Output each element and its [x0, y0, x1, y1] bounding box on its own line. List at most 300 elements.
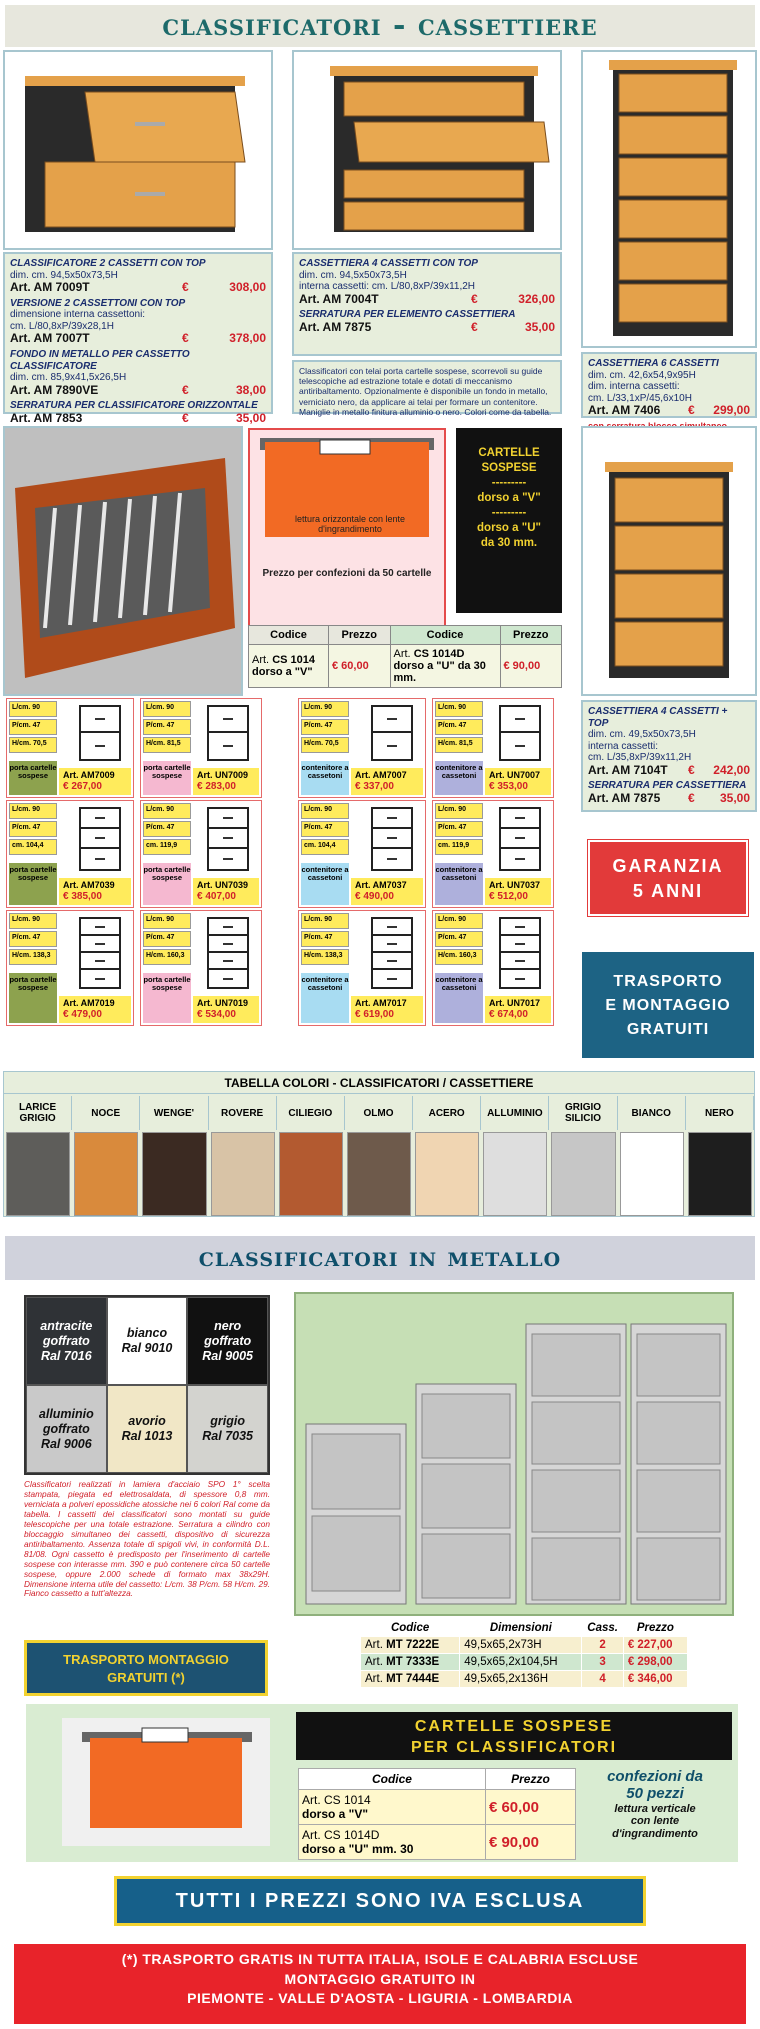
euro-sign: €: [182, 331, 189, 346]
dimension-label: P/cm. 47: [301, 719, 349, 735]
tile-dimensions: [435, 803, 483, 857]
article-row: [10, 332, 266, 346]
article-row: [299, 293, 555, 307]
article-code: Art. AM7039: [63, 880, 115, 891]
folder-pack-text: Prezzo per confezioni da 50 cartelle: [262, 568, 432, 579]
dimension-label: P/cm. 47: [301, 821, 349, 837]
dimension-label: cm. 104,4: [9, 839, 57, 855]
color-swatch: [483, 1132, 547, 1216]
folder-caption: lettura orizzontale con lente d'ingrandimento: [294, 514, 406, 534]
metal-colors-grid: [24, 1295, 270, 1475]
table-cell: € 60,00: [485, 1790, 575, 1825]
dimension-label: H/cm. 70,5: [301, 737, 349, 753]
drawer-cabinet-icon: [371, 807, 413, 871]
product-tile: [432, 910, 554, 1026]
table-cell: € 90,00: [500, 645, 562, 688]
cartelle-box-line: ---------: [491, 506, 527, 519]
color-swatch: [415, 1132, 479, 1216]
color-swatch-label: NOCE: [72, 1096, 140, 1130]
tile-dimensions: [9, 701, 57, 755]
product-subtitle: VERSIONE 2 CASSETTONI CON TOP: [10, 297, 186, 309]
info-panel-cassettiera-4: [292, 252, 562, 356]
article-price: € 353,00: [489, 781, 528, 792]
tile-dimensions: [143, 701, 191, 755]
confezioni-text: [580, 1768, 730, 1840]
dimension-label: L/cm. 90: [143, 803, 191, 819]
color-swatch: [211, 1132, 275, 1216]
ral-color-line: Ral 1013: [121, 1429, 173, 1443]
article-price: [471, 293, 555, 307]
table-cell: Art. MT 7333E: [361, 1654, 460, 1671]
article-row: [10, 281, 266, 295]
tile-price-box: [485, 768, 551, 795]
price-value: 35,00: [235, 410, 266, 425]
dimension-label: L/cm. 90: [143, 701, 191, 717]
drawer-cabinet-image: [583, 52, 755, 346]
dimension-label: P/cm. 47: [143, 821, 191, 837]
metal-trasporto-line: GRATUITI (*): [107, 1670, 185, 1686]
table-row: [361, 1637, 688, 1654]
garanzia-badge: [588, 840, 748, 916]
tile-description: porta cartelle sospese: [9, 973, 57, 1023]
cartelle-title: [296, 1712, 732, 1760]
article-code: Art. AM7019: [63, 998, 115, 1009]
product-tile: [140, 698, 262, 798]
tile-dimensions: [301, 913, 349, 967]
article-code: Art. AM 7890VE: [10, 382, 99, 397]
drawer-cabinet-icon: [79, 705, 121, 761]
dimension-label: L/cm. 90: [143, 913, 191, 929]
price-value: 35,00: [719, 790, 750, 805]
classificatore-2-cassetti-photo: [3, 50, 273, 250]
product-tile: [6, 800, 134, 908]
drawer-cabinet-icon: [499, 705, 541, 761]
dimension-label: cm. 104,4: [301, 839, 349, 855]
article-price: [471, 321, 555, 335]
color-swatch-label: LARICE GRIGIO: [4, 1096, 72, 1130]
article-code: Art. AM 7853: [10, 410, 83, 425]
article-code: Art. AM 7875: [588, 790, 661, 805]
article-code: Art. AM 7104T: [588, 762, 668, 777]
dimension-label: H/cm. 81,5: [435, 737, 483, 753]
dimension-label: L/cm. 90: [9, 913, 57, 929]
tile-price-box: [59, 996, 131, 1023]
product-dimension: dim. cm. 94,5x50x73,5H: [10, 269, 118, 281]
table-header: Codice: [390, 626, 500, 645]
lettura-line: d'ingrandimento: [612, 1827, 698, 1840]
tile-dimensions: [301, 803, 349, 857]
tile-description: porta cartelle sospese: [143, 863, 191, 905]
product-subtitle: SERRATURA PER CLASSIFICATORE ORIZZONTALE: [10, 400, 258, 412]
metal-section-title: classificatori in metallo: [5, 1236, 755, 1280]
article-code: Art. UN7039: [197, 880, 249, 891]
article-code: Art. AM 7007T: [10, 331, 90, 346]
product-dimension: dimensione interna cassettoni:: [10, 309, 146, 321]
article-price: [688, 404, 750, 418]
product-tile: [298, 800, 426, 908]
article-price: € 674,00: [489, 1009, 528, 1020]
cartelle-box-line: ---------: [491, 476, 527, 489]
tile-price-box: [193, 878, 259, 905]
tile-price-box: [351, 878, 423, 905]
article-row: [10, 384, 266, 398]
article-price: € 385,00: [63, 891, 102, 902]
price-value: 308,00: [229, 280, 266, 294]
color-swatch: [279, 1132, 343, 1216]
tile-description: contenitore a cassetoni: [435, 973, 483, 1023]
article-price: [688, 764, 750, 778]
ral-color-cell: [26, 1297, 107, 1385]
dimension-label: cm. 119,9: [143, 839, 191, 855]
cassettiera-4-top-photo: [581, 426, 757, 696]
table-cell: Art. CS 1014D dorso a "U" mm. 30: [299, 1825, 486, 1860]
tile-dimensions: [9, 913, 57, 967]
table-row: [361, 1671, 688, 1688]
ral-color-line: goffrato: [42, 1421, 90, 1436]
article-price: € 407,00: [197, 891, 236, 902]
price-value: 299,00: [713, 403, 750, 417]
article-code: Art. AM7037: [355, 880, 407, 891]
color-swatch: [142, 1132, 206, 1216]
product-tile: [6, 698, 134, 798]
info-panel-classificatore: [3, 252, 273, 425]
garanzia-line: 5 ANNI: [632, 881, 704, 902]
trasporto-line: E MONTAGGIO: [605, 997, 731, 1014]
table-cell: € 227,00: [623, 1637, 687, 1654]
classificatore-open-photo: [3, 426, 243, 696]
hanging-folder-image: [62, 1718, 270, 1846]
color-swatch: [74, 1132, 138, 1216]
trasporto-line: TRASPORTO: [613, 973, 723, 990]
table-header: Prezzo: [623, 1620, 687, 1637]
product-dimension: cm. L/33,1xP/45,6x10H: [588, 392, 692, 404]
ral-color-line: Ral 9006: [40, 1436, 92, 1451]
drawer-cabinet-icon: [79, 917, 121, 989]
dimension-label: P/cm. 47: [143, 931, 191, 947]
tile-dimensions: [435, 701, 483, 755]
table-cell: € 60,00: [329, 645, 391, 688]
confezioni-line: 50 pezzi: [626, 1785, 684, 1803]
tile-description: contenitore a cassetoni: [301, 863, 349, 905]
dimension-label: H/cm. 160,3: [435, 949, 483, 965]
ral-color-cell: [107, 1385, 188, 1473]
euro-sign: €: [688, 790, 695, 805]
cartelle-box-line: dorso a "V": [477, 491, 541, 504]
drawer-cabinet-icon: [207, 807, 249, 871]
product-dimension: cm. L/80,8xP/39x28,1H: [10, 320, 114, 332]
dimension-label: L/cm. 90: [9, 701, 57, 717]
table-header: Prezzo: [485, 1769, 575, 1790]
cartelle-photo: [62, 1718, 270, 1846]
info-panel-cassettiera-4-top: [581, 700, 757, 812]
tile-description: porta cartelle sospese: [143, 761, 191, 795]
tile-price-box: [351, 996, 423, 1023]
lettura-line: con lente: [630, 1815, 680, 1828]
product-subtitle: CASSETTIERA 4 CASSETTI CON TOP: [299, 258, 478, 269]
cartelle-title-line: PER CLASSIFICATORI: [410, 1738, 618, 1756]
dimension-label: L/cm. 90: [301, 913, 349, 929]
tile-price-box: [351, 768, 423, 795]
cassettiera-4-cassetti-photo: [292, 50, 562, 250]
ral-color-cell: [107, 1297, 188, 1385]
colors-table-title: TABELLA COLORI - CLASSIFICATORI / CASSETTIERE: [4, 1072, 754, 1094]
drawer-cabinet-icon: [207, 917, 249, 989]
article-code: Art. AM7007: [355, 770, 407, 781]
color-swatch: [688, 1132, 752, 1216]
tile-price-box: [59, 878, 131, 905]
ral-color-cell: [187, 1297, 268, 1385]
product-dimension: dim. cm. 94,5x50x73,5H: [299, 269, 407, 281]
article-code: Art. UN7037: [489, 880, 541, 891]
article-code: Art. AM7009: [63, 770, 115, 781]
table-cell: 4: [582, 1671, 623, 1688]
confezioni-line: confezioni da: [607, 1768, 703, 1785]
product-subtitle: FONDO IN METALLO PER CASSETTO CLASSIFICATORE: [10, 349, 190, 372]
drawer-cabinet-image: [5, 52, 271, 248]
article-price: € 267,00: [63, 781, 102, 792]
cassettiera-6-cassetti-photo: [581, 50, 757, 348]
price-value: 242,00: [713, 762, 750, 777]
color-swatch-label: BIANCO: [618, 1096, 686, 1130]
cartelle-box-line: SOSPESE: [481, 461, 537, 474]
color-swatch-label: OLMO: [345, 1096, 413, 1130]
dimension-label: L/cm. 90: [435, 913, 483, 929]
color-swatch-label: NERO: [686, 1096, 754, 1130]
article-code: Art. AM 7406: [588, 403, 661, 417]
drawer-cabinet-icon: [207, 705, 249, 761]
metal-cabinet-image: [296, 1294, 732, 1614]
ral-color-cell: [26, 1385, 107, 1473]
ral-color-line: Ral 7016: [40, 1348, 92, 1363]
open-drawer-image: [5, 428, 241, 694]
color-swatch: [6, 1132, 70, 1216]
product-subtitle: CLASSIFICATORE 2 CASSETTI CON TOP: [10, 258, 206, 269]
article-price: € 283,00: [197, 781, 236, 792]
euro-sign: €: [688, 762, 695, 777]
price-value: 378,00: [229, 331, 266, 346]
tile-dimensions: [143, 913, 191, 967]
drawer-cabinet-icon: [499, 807, 541, 871]
table-cell: 49,5x65,2x104,5H: [460, 1654, 582, 1671]
product-tile: [6, 910, 134, 1026]
table-cell: 49,5x65,2x136H: [460, 1671, 582, 1688]
product-tile: [140, 910, 262, 1026]
lettura-line: lettura verticale: [614, 1802, 696, 1815]
metal-price-table: [360, 1620, 688, 1688]
ral-color-cell: [187, 1385, 268, 1473]
folder-photo-box: [248, 428, 446, 628]
article-price: € 534,00: [197, 1009, 236, 1020]
color-swatch: [347, 1132, 411, 1216]
article-code: Art. AM 7009T: [10, 280, 90, 294]
product-subtitle: SERRATURA PER CASSETTIERA: [588, 780, 747, 792]
dimension-label: H/cm. 81,5: [143, 737, 191, 753]
metal-description: Classificatori realizzati in lamiera d'acciaio SPO 1° scelta stampata, piegata ed elettrosaldata, di spessore 0,8 mm. verniciata a polveri epossidiche atossiche nei 6 colori Ral come da tabella. I cassetti dei classificatori sono montati su guide telescopiche per una totale estrazione. Serratura a cilindro con bloccaggio simultaneo dei cassetti, dispositivo di sicurezza antiribaltamento. Assenza totale di spigoli vivi, in conformità D.L. 81/08. Ogni cassetto è predisposto per l'inserimento di cartelle sospese con interasse mm. 390 e può contenere circa 50 cartelle sospese, oppure 2.000 schede di formato max 38x29H. Dimensione interna utile del cassetto: L/cm. 38 P/cm. 58 H/cm. 29. Fianco cassetto a tutt'altezza.: [24, 1479, 270, 1599]
ral-color-line: Ral 9010: [121, 1341, 173, 1355]
dimension-label: H/cm. 70,5: [9, 737, 57, 753]
cartelle-title-line: CARTELLE SOSPESE: [414, 1718, 614, 1735]
footer-line: PIEMONTE - VALLE D'AOSTA - LIGURIA - LOMBARDIA: [187, 1990, 573, 2007]
article-code: Art. UN7009: [197, 770, 249, 781]
dimension-label: P/cm. 47: [143, 719, 191, 735]
table-cell: Art. MT 7222E: [361, 1637, 460, 1654]
product-dimension: interna cassetti:: [588, 740, 659, 752]
product-tile: [432, 698, 554, 798]
tile-price-box: [485, 878, 551, 905]
footer-line: MONTAGGIO GRATUITO IN: [284, 1970, 476, 1987]
page-title: classificatori - cassettiere: [5, 5, 755, 47]
table-cell: Art. CS 1014D dorso a "U" da 30 mm.: [390, 645, 500, 688]
dimension-label: P/cm. 47: [435, 719, 483, 735]
tile-price-box: [193, 996, 259, 1023]
color-swatch: [620, 1132, 684, 1216]
article-code: Art. AM 7004T: [299, 291, 379, 306]
tile-description: porta cartelle sospese: [9, 761, 57, 795]
article-price: [182, 384, 266, 398]
euro-sign: €: [688, 403, 695, 417]
article-row: [588, 764, 750, 778]
ral-color-line: goffrato: [42, 1333, 90, 1348]
article-code: Art. AM 7875: [299, 319, 372, 334]
tile-price-box: [193, 768, 259, 795]
dimension-label: L/cm. 90: [301, 701, 349, 717]
price-value: 38,00: [235, 382, 266, 397]
color-swatch-label: ROVERE: [209, 1096, 277, 1130]
cartelle-black-box: [456, 428, 562, 613]
article-price: [182, 332, 266, 346]
ral-color-line: nero: [214, 1318, 242, 1333]
article-price: [182, 412, 266, 426]
dimension-label: P/cm. 47: [9, 821, 57, 837]
table-cell: € 346,00: [623, 1671, 687, 1688]
product-tile: [298, 910, 426, 1026]
table-header: Cass.: [582, 1620, 623, 1637]
ral-color-line: antracite: [40, 1318, 93, 1333]
article-price: [182, 281, 266, 295]
table-cell: 2: [582, 1637, 623, 1654]
metal-trasporto-badge: [24, 1640, 268, 1696]
color-swatch: [551, 1132, 615, 1216]
table-cell: Art. CS 1014 dorso a "V": [299, 1790, 486, 1825]
color-swatch-label: WENGE': [140, 1096, 208, 1130]
tile-dimensions: [435, 913, 483, 967]
dimension-label: H/cm. 138,3: [301, 949, 349, 965]
euro-sign: €: [471, 291, 478, 306]
ral-color-line: grigio: [210, 1414, 246, 1428]
article-code: Art. AM7017: [355, 998, 407, 1009]
euro-sign: €: [182, 382, 189, 397]
article-code: Art. UN7007: [489, 770, 541, 781]
ral-color-line: goffrato: [204, 1333, 252, 1348]
color-swatch-label: ALLUMINIO: [481, 1096, 549, 1130]
color-swatch-label: ACERO: [413, 1096, 481, 1130]
iva-banner: TUTTI I PREZZI SONO IVA ESCLUSA: [114, 1876, 646, 1926]
article-code: Art. UN7017: [489, 998, 541, 1009]
drawer-cabinet-image: [294, 52, 560, 248]
cartelle-box-line: CARTELLE: [478, 447, 540, 459]
dimension-label: L/cm. 90: [435, 803, 483, 819]
tile-dimensions: [143, 803, 191, 857]
drawer-cabinet-icon: [371, 705, 413, 761]
dimension-label: H/cm. 138,3: [9, 949, 57, 965]
drawer-cabinet-icon: [79, 807, 121, 871]
ral-color-line: avorio: [128, 1414, 166, 1428]
product-subtitle: SERRATURA PER ELEMENTO CASSETTIERA: [299, 309, 516, 321]
article-row: [588, 792, 750, 806]
tile-description: contenitore a cassetoni: [301, 973, 349, 1023]
product-dimension: dim. cm. 85,9x41,5x26,5H: [10, 372, 127, 384]
tile-description: contenitore a cassetoni: [301, 761, 349, 795]
dimension-label: L/cm. 90: [435, 701, 483, 717]
dimension-label: cm. 119,9: [435, 839, 483, 855]
color-swatch-label: GRIGIO SILICIO: [549, 1096, 617, 1130]
tile-price-box: [485, 996, 551, 1023]
cartelle-table: [298, 1768, 576, 1860]
price-value: 326,00: [518, 291, 555, 306]
product-tile: [432, 800, 554, 908]
table-cell: 3: [582, 1654, 623, 1671]
product-dimension: interna cassetti: cm. L/80,8xP/39x11,2H: [299, 281, 476, 292]
dimension-label: P/cm. 47: [9, 931, 57, 947]
tile-description: contenitore a cassetoni: [435, 863, 483, 905]
article-price: € 337,00: [355, 781, 394, 792]
table-cell: Art. MT 7444E: [361, 1671, 460, 1688]
ral-color-line: Ral 7035: [202, 1429, 254, 1443]
tile-description: contenitore a cassetoni: [435, 761, 483, 795]
article-row: [299, 321, 555, 335]
color-swatch-label: CILIEGIO: [277, 1096, 345, 1130]
product-dimension: dim. interna cassetti:: [588, 381, 680, 392]
product-dimension: dim. cm. 49,5x50x73,5H: [588, 729, 696, 740]
article-price: € 512,00: [489, 891, 528, 902]
drawer-cabinet-image: [583, 428, 755, 694]
cartelle-box-line: da 30 mm.: [480, 536, 538, 549]
product-tile: [298, 698, 426, 798]
table-header: Prezzo: [329, 626, 391, 645]
product-subtitle: CASSETTIERA 6 CASSETTI: [588, 358, 719, 369]
dimension-label: P/cm. 47: [435, 821, 483, 837]
trasporto-badge: [582, 952, 754, 1058]
footer-line: (*) TRASPORTO GRATIS IN TUTTA ITALIA, ISOLE E CALABRIA ESCLUSE: [121, 1951, 639, 1967]
product-subtitle: CASSETTIERA 4 CASSETTI + TOP: [588, 706, 728, 729]
table-cell: Art. CS 1014 dorso a "V": [249, 645, 329, 688]
drawer-cabinet-icon: [371, 917, 413, 989]
price-value: 35,00: [524, 319, 555, 334]
product-tile: [140, 800, 262, 908]
table-header: Prezzo: [500, 626, 562, 645]
info-panel-note: Classificatori con telai porta cartelle sospese, scorrevoli su guide telescopiche ad estrazione totale e dotati di meccanismo antiribaltamento. Opzionalmente è disponibile un fondo in metallo, verniciato nero, da applicare ai telai per formare un contenitore. Maniglie in metallo finitura alluminio o nero. Colori come da tabella.: [292, 360, 562, 414]
euro-sign: €: [471, 319, 478, 334]
dimension-label: P/cm. 47: [9, 719, 57, 735]
table-header: Dimensioni: [460, 1620, 582, 1637]
dimension-label: P/cm. 47: [301, 931, 349, 947]
table-header: Codice: [249, 626, 329, 645]
article-price: € 619,00: [355, 1009, 394, 1020]
metal-cabinets-photo: [294, 1292, 734, 1616]
tile-dimensions: [9, 803, 57, 857]
cartelle-box-line: dorso a "U": [477, 521, 541, 534]
article-price: [688, 792, 750, 806]
article-price: € 479,00: [63, 1009, 102, 1020]
table-row: [361, 1654, 688, 1671]
garanzia-line: GARANZIA: [612, 856, 724, 876]
dimension-label: P/cm. 47: [435, 931, 483, 947]
dimension-label: H/cm. 160,3: [143, 949, 191, 965]
dimension-label: L/cm. 90: [9, 803, 57, 819]
article-code: Art. UN7019: [197, 998, 249, 1009]
product-dimension: dim. cm. 42,6x54,9x95H: [588, 369, 696, 381]
ral-color-line: Ral 9005: [202, 1348, 254, 1363]
